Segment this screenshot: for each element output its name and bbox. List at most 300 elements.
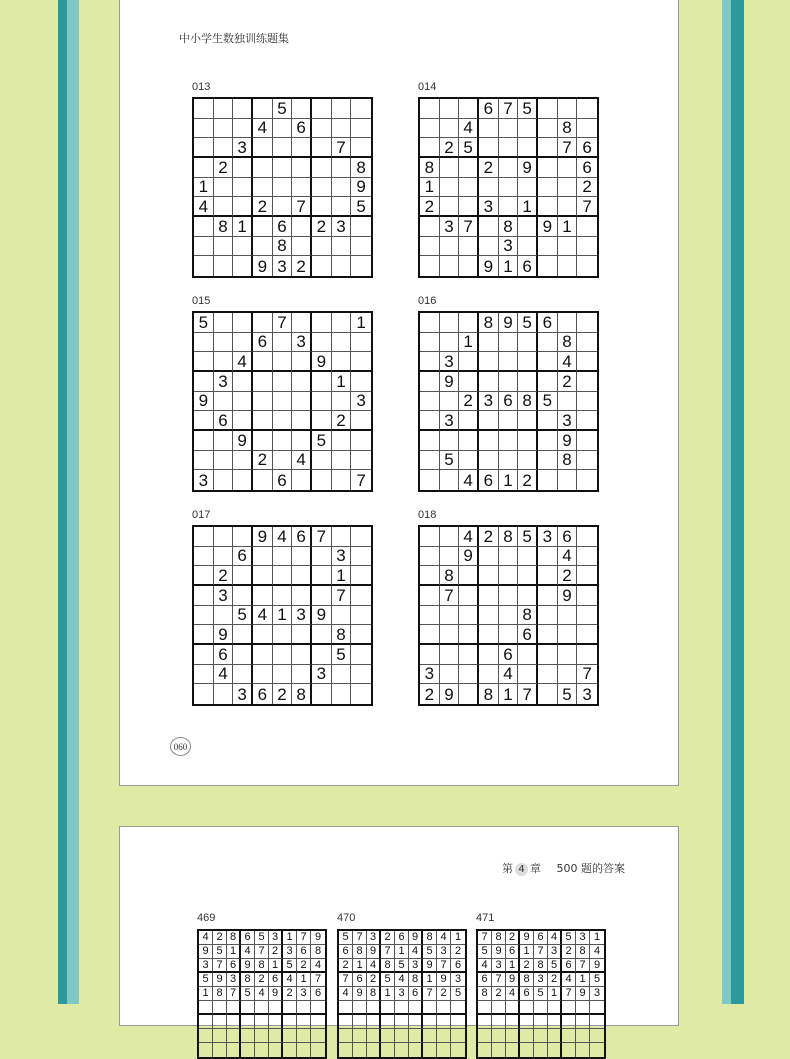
sudoku-cell — [440, 256, 460, 276]
sudoku-cell — [312, 451, 332, 471]
sudoku-grid — [418, 311, 599, 492]
sudoku-cell — [538, 665, 558, 685]
sudoku-cell — [233, 411, 253, 431]
sudoku-cell — [538, 256, 558, 276]
sudoku-cell — [538, 372, 558, 392]
sudoku-cell — [440, 178, 460, 198]
sudoku-cell — [253, 566, 273, 586]
sudoku-cell — [332, 333, 352, 353]
sudoku-cell: 8 — [576, 945, 590, 959]
sudoku-cell: 4 — [590, 945, 604, 959]
sudoku-cell: 6 — [538, 313, 558, 333]
sudoku-cell — [518, 665, 538, 685]
sudoku-cell — [562, 1029, 576, 1043]
sudoku-cell: 5 — [478, 945, 492, 959]
sudoku-cell — [538, 470, 558, 490]
sudoku-cell — [479, 566, 499, 586]
sudoku-cell — [538, 99, 558, 119]
sudoku-cell — [538, 158, 558, 178]
sudoku-cell: 5 — [562, 931, 576, 945]
sudoku-cell: 9 — [440, 684, 460, 704]
sudoku-cell: 2 — [312, 217, 332, 237]
sudoku-cell — [518, 566, 538, 586]
sudoku-cell — [311, 1043, 325, 1057]
sudoku-cell — [253, 217, 273, 237]
sudoku-cell: 5 — [440, 451, 460, 471]
sudoku-cell: 5 — [423, 945, 437, 959]
sudoku-cell — [440, 625, 460, 645]
sudoku-cell: 9 — [558, 586, 578, 606]
sudoku-cell: 4 — [478, 959, 492, 973]
sudoku-cell: 8 — [353, 945, 367, 959]
sudoku-cell: 8 — [367, 987, 381, 1001]
sudoku-grid — [418, 97, 599, 278]
sudoku-cell: 5 — [518, 99, 538, 119]
sudoku-cell: 3 — [292, 333, 312, 353]
sudoku-cell: 4 — [194, 197, 214, 217]
sudoku-cell: 8 — [478, 987, 492, 1001]
sudoku-cell — [538, 333, 558, 353]
sudoku-cell — [440, 99, 460, 119]
sudoku-cell — [440, 431, 460, 451]
sudoku-cell: 1 — [451, 931, 465, 945]
sudoku-cell: 8 — [311, 945, 325, 959]
puzzle-label: 016 — [418, 295, 437, 307]
sudoku-cell — [409, 1029, 423, 1043]
sudoku-cell: 2 — [548, 973, 562, 987]
sudoku-cell — [214, 684, 234, 704]
sudoku-cell: 4 — [253, 606, 273, 626]
sudoku-cell — [538, 586, 558, 606]
sudoku-cell: 3 — [590, 987, 604, 1001]
sudoku-cell — [312, 256, 332, 276]
sudoku-cell: 2 — [253, 451, 273, 471]
sudoku-cell — [214, 119, 234, 139]
sudoku-cell: 6 — [518, 625, 538, 645]
sudoku-cell: 1 — [199, 987, 213, 1001]
sudoku-cell: 2 — [562, 945, 576, 959]
sudoku-cell: 9 — [367, 945, 381, 959]
sudoku-cell — [538, 178, 558, 198]
sudoku-cell: 6 — [253, 684, 273, 704]
sudoku-cell — [253, 237, 273, 257]
sudoku-cell — [577, 372, 597, 392]
sudoku-cell — [213, 1015, 227, 1029]
sudoku-cell: 7 — [558, 138, 578, 158]
sudoku-cell — [233, 392, 253, 412]
sudoku-cell — [562, 1015, 576, 1029]
sudoku-cell: 3 — [233, 138, 253, 158]
sudoku-cell — [538, 566, 558, 586]
sudoku-cell — [478, 1043, 492, 1057]
sudoku-cell: 7 — [255, 945, 269, 959]
sudoku-cell — [312, 158, 332, 178]
sudoku-cell: 2 — [558, 566, 578, 586]
sudoku-cell: 1 — [297, 973, 311, 987]
sudoku-cell — [233, 119, 253, 139]
sudoku-cell — [351, 527, 371, 547]
sudoku-cell: 1 — [548, 987, 562, 1001]
sudoku-cell — [214, 256, 234, 276]
sudoku-cell — [459, 313, 479, 333]
sudoku-cell — [420, 625, 440, 645]
sudoku-cell — [459, 645, 479, 665]
sudoku-cell — [273, 431, 293, 451]
sudoku-cell: 5 — [590, 973, 604, 987]
sudoku-cell — [440, 158, 460, 178]
sudoku-cell — [451, 1001, 465, 1015]
sudoku-cell — [241, 1001, 255, 1015]
sudoku-cell — [351, 237, 371, 257]
sudoku-cell — [351, 431, 371, 451]
sudoku-cell — [332, 237, 352, 257]
sudoku-cell: 7 — [423, 987, 437, 1001]
sudoku-cell: 4 — [459, 119, 479, 139]
sudoku-cell — [233, 99, 253, 119]
sudoku-cell: 8 — [558, 119, 578, 139]
sudoku-cell — [492, 1043, 506, 1057]
sudoku-cell: 4 — [283, 973, 297, 987]
sudoku-cell — [351, 625, 371, 645]
sudoku-cell: 3 — [420, 665, 440, 685]
sudoku-cell — [253, 645, 273, 665]
sudoku-cell: 6 — [311, 987, 325, 1001]
sudoku-cell — [459, 665, 479, 685]
sudoku-cell: 1 — [520, 945, 534, 959]
sudoku-cell — [353, 1001, 367, 1015]
sudoku-cell: 2 — [420, 197, 440, 217]
sudoku-cell — [194, 256, 214, 276]
sudoku-cell — [534, 1015, 548, 1029]
sudoku-cell: 8 — [558, 333, 578, 353]
sudoku-cell: 1 — [499, 684, 519, 704]
sudoku-cell: 6 — [227, 959, 241, 973]
sudoku-cell — [351, 645, 371, 665]
sudoku-cell: 4 — [253, 119, 273, 139]
sudoku-cell — [233, 256, 253, 276]
sudoku-cell — [459, 372, 479, 392]
sudoku-cell — [558, 392, 578, 412]
sudoku-cell — [538, 197, 558, 217]
sudoku-cell — [420, 527, 440, 547]
puzzle-label: 014 — [418, 81, 437, 93]
sudoku-cell: 8 — [381, 959, 395, 973]
sudoku-cell — [283, 1015, 297, 1029]
sudoku-cell — [292, 665, 312, 685]
sudoku-cell — [538, 606, 558, 626]
left-light-stripe — [67, 0, 79, 1004]
sudoku-cell — [548, 1029, 562, 1043]
sudoku-cell: 3 — [409, 959, 423, 973]
left-inner-stripe — [79, 0, 82, 1004]
right-dark-stripe — [731, 0, 744, 1004]
sudoku-cell: 7 — [297, 931, 311, 945]
sudoku-cell — [440, 313, 460, 333]
sudoku-cell: 7 — [577, 197, 597, 217]
sudoku-cell — [273, 411, 293, 431]
sudoku-cell: 7 — [499, 99, 519, 119]
sudoku-cell — [590, 1015, 604, 1029]
sudoku-cell — [499, 411, 519, 431]
sudoku-cell — [214, 451, 234, 471]
answer-grid — [197, 929, 327, 1059]
sudoku-cell: 8 — [423, 931, 437, 945]
sudoku-cell — [273, 197, 293, 217]
sudoku-cell: 5 — [241, 987, 255, 1001]
sudoku-cell — [233, 197, 253, 217]
sudoku-cell — [194, 527, 214, 547]
sudoku-cell: 6 — [534, 931, 548, 945]
sudoku-cell — [590, 1029, 604, 1043]
sudoku-cell — [367, 1001, 381, 1015]
sudoku-cell — [459, 566, 479, 586]
sudoku-cell — [420, 138, 440, 158]
sudoku-cell: 6 — [253, 333, 273, 353]
sudoku-cell — [332, 665, 352, 685]
sudoku-cell: 3 — [332, 547, 352, 567]
sudoku-cell — [518, 178, 538, 198]
sudoku-cell: 4 — [255, 987, 269, 1001]
sudoku-cell: 2 — [214, 566, 234, 586]
sudoku-cell — [367, 1015, 381, 1029]
sudoku-cell — [353, 1043, 367, 1057]
sudoku-cell — [420, 606, 440, 626]
sudoku-cell: 3 — [437, 945, 451, 959]
sudoku-cell — [590, 1043, 604, 1057]
sudoku-cell — [420, 392, 440, 412]
sudoku-cell — [312, 470, 332, 490]
sudoku-cell — [499, 566, 519, 586]
sudoku-cell — [423, 1043, 437, 1057]
sudoku-cell: 1 — [332, 372, 352, 392]
sudoku-cell — [538, 451, 558, 471]
sudoku-cell: 3 — [292, 606, 312, 626]
sudoku-cell — [492, 1001, 506, 1015]
sudoku-cell — [332, 470, 352, 490]
sudoku-cell — [518, 119, 538, 139]
sudoku-cell — [332, 527, 352, 547]
sudoku-cell — [233, 313, 253, 333]
sudoku-cell: 1 — [506, 959, 520, 973]
sudoku-cell — [548, 1001, 562, 1015]
sudoku-cell: 3 — [312, 665, 332, 685]
sudoku-cell: 4 — [548, 931, 562, 945]
answer-label: 471 — [476, 912, 495, 924]
sudoku-cell — [499, 119, 519, 139]
sudoku-grid — [192, 525, 373, 706]
sudoku-cell — [233, 237, 253, 257]
puzzle-label: 017 — [192, 509, 211, 521]
sudoku-cell: 3 — [479, 392, 499, 412]
answer-label: 469 — [197, 912, 216, 924]
sudoku-cell — [332, 606, 352, 626]
sudoku-cell — [194, 158, 214, 178]
sudoku-cell — [312, 684, 332, 704]
sudoku-cell — [478, 1015, 492, 1029]
sudoku-cell — [292, 392, 312, 412]
sudoku-cell — [269, 1015, 283, 1029]
sudoku-cell — [420, 217, 440, 237]
sudoku-cell: 3 — [273, 256, 293, 276]
sudoku-cell — [440, 665, 460, 685]
sudoku-cell: 2 — [479, 527, 499, 547]
sudoku-cell — [538, 684, 558, 704]
sudoku-cell: 4 — [562, 973, 576, 987]
sudoku-cell — [253, 372, 273, 392]
sudoku-cell: 7 — [356, 470, 366, 490]
sudoku-cell — [577, 470, 597, 490]
sudoku-cell — [558, 665, 578, 685]
sudoku-cell: 3 — [548, 945, 562, 959]
sudoku-cell: 3 — [440, 352, 460, 372]
sudoku-cell: 3 — [233, 684, 253, 704]
sudoku-cell — [213, 1043, 227, 1057]
sudoku-cell — [518, 451, 538, 471]
sudoku-cell — [558, 197, 578, 217]
sudoku-cell: 1 — [590, 931, 604, 945]
sudoku-cell: 7 — [492, 973, 506, 987]
sudoku-cell — [214, 352, 234, 372]
sudoku-cell: 1 — [227, 945, 241, 959]
sudoku-cell: 2 — [518, 470, 538, 490]
sudoku-cell — [420, 256, 440, 276]
sudoku-cell — [395, 1001, 409, 1015]
sudoku-cell — [253, 586, 273, 606]
sudoku-cell — [312, 138, 332, 158]
sudoku-cell — [409, 1015, 423, 1029]
sudoku-cell — [562, 1001, 576, 1015]
sudoku-cell: 4 — [214, 665, 234, 685]
sudoku-cell — [577, 392, 597, 412]
page-number: 060 — [170, 737, 191, 756]
sudoku-cell — [351, 566, 371, 586]
sudoku-cell: 7 — [562, 987, 576, 1001]
sudoku-cell: 7 — [339, 973, 353, 987]
sudoku-cell: 6 — [395, 931, 409, 945]
sudoku-cell: 3 — [332, 217, 352, 237]
sudoku-cell — [351, 352, 371, 372]
sudoku-cell: 2 — [459, 392, 479, 412]
sudoku-cell — [194, 217, 214, 237]
sudoku-cell — [312, 392, 332, 412]
sudoku-cell: 4 — [311, 959, 325, 973]
sudoku-cell — [199, 1001, 213, 1015]
sudoku-cell — [233, 625, 253, 645]
sudoku-cell: 5 — [273, 99, 293, 119]
sudoku-cell — [194, 237, 214, 257]
puzzle-label: 015 — [192, 295, 211, 307]
sudoku-cell — [479, 352, 499, 372]
sudoku-cell — [538, 431, 558, 451]
sudoku-cell — [351, 217, 371, 237]
sudoku-cell: 5 — [213, 945, 227, 959]
sudoku-cell — [534, 1001, 548, 1015]
sudoku-cell: 3 — [534, 973, 548, 987]
sudoku-cell — [558, 313, 578, 333]
sudoku-cell — [253, 392, 273, 412]
sudoku-cell: 9 — [253, 256, 273, 276]
sudoku-cell: 9 — [437, 973, 451, 987]
sudoku-cell — [273, 372, 293, 392]
sudoku-cell — [420, 313, 440, 333]
sudoku-cell — [576, 1001, 590, 1015]
sudoku-cell: 7 — [332, 586, 352, 606]
sudoku-cell — [214, 547, 234, 567]
sudoku-cell — [297, 1029, 311, 1043]
sudoku-cell — [520, 1043, 534, 1057]
sudoku-cell — [292, 99, 312, 119]
sudoku-cell: 8 — [479, 684, 499, 704]
sudoku-cell: 7 — [478, 931, 492, 945]
sudoku-cell — [269, 1043, 283, 1057]
sudoku-cell — [381, 1043, 395, 1057]
sudoku-cell — [273, 138, 293, 158]
sudoku-cell — [506, 1001, 520, 1015]
sudoku-cell — [478, 1001, 492, 1015]
sudoku-cell — [479, 625, 499, 645]
sudoku-cell — [312, 411, 332, 431]
sudoku-cell — [194, 352, 214, 372]
sudoku-cell — [292, 645, 312, 665]
sudoku-cell — [577, 451, 597, 471]
sudoku-cell: 3 — [479, 197, 499, 217]
sudoku-cell — [420, 547, 440, 567]
sudoku-cell: 5 — [283, 959, 297, 973]
sudoku-cell: 7 — [459, 217, 479, 237]
sudoku-cell — [214, 197, 234, 217]
sudoku-cell: 3 — [440, 217, 460, 237]
sudoku-cell — [499, 451, 519, 471]
sudoku-cell: 5 — [459, 138, 479, 158]
puzzle-label: 018 — [418, 509, 437, 521]
sudoku-cell — [273, 333, 293, 353]
sudoku-cell — [194, 333, 214, 353]
sudoku-cell — [577, 566, 597, 586]
sudoku-cell: 9 — [311, 931, 325, 945]
sudoku-cell — [214, 178, 234, 198]
sudoku-cell — [194, 566, 214, 586]
sudoku-cell — [518, 237, 538, 257]
sudoku-cell — [312, 372, 332, 392]
sudoku-cell — [440, 197, 460, 217]
sudoku-cell — [558, 158, 578, 178]
sudoku-cell — [437, 1015, 451, 1029]
sudoku-cell — [518, 372, 538, 392]
sudoku-cell — [558, 178, 578, 198]
sudoku-cell: 2 — [367, 973, 381, 987]
sudoku-cell — [292, 411, 312, 431]
sudoku-cell — [227, 1001, 241, 1015]
sudoku-cell — [459, 99, 479, 119]
sudoku-cell — [577, 606, 597, 626]
sudoku-cell — [518, 645, 538, 665]
sudoku-cell — [292, 217, 312, 237]
sudoku-cell: 3 — [297, 987, 311, 1001]
sudoku-cell: 4 — [241, 945, 255, 959]
sudoku-cell — [283, 1029, 297, 1043]
sudoku-cell: 7 — [576, 959, 590, 973]
sudoku-cell: 9 — [558, 431, 578, 451]
sudoku-cell: 9 — [520, 931, 534, 945]
sudoku-cell — [253, 178, 273, 198]
sudoku-cell: 4 — [339, 987, 353, 1001]
sudoku-cell: 9 — [241, 959, 255, 973]
sudoku-cell — [518, 411, 538, 431]
sudoku-cell: 5 — [312, 431, 332, 451]
sudoku-cell — [351, 547, 371, 567]
sudoku-cell — [440, 547, 460, 567]
sudoku-cell — [518, 138, 538, 158]
